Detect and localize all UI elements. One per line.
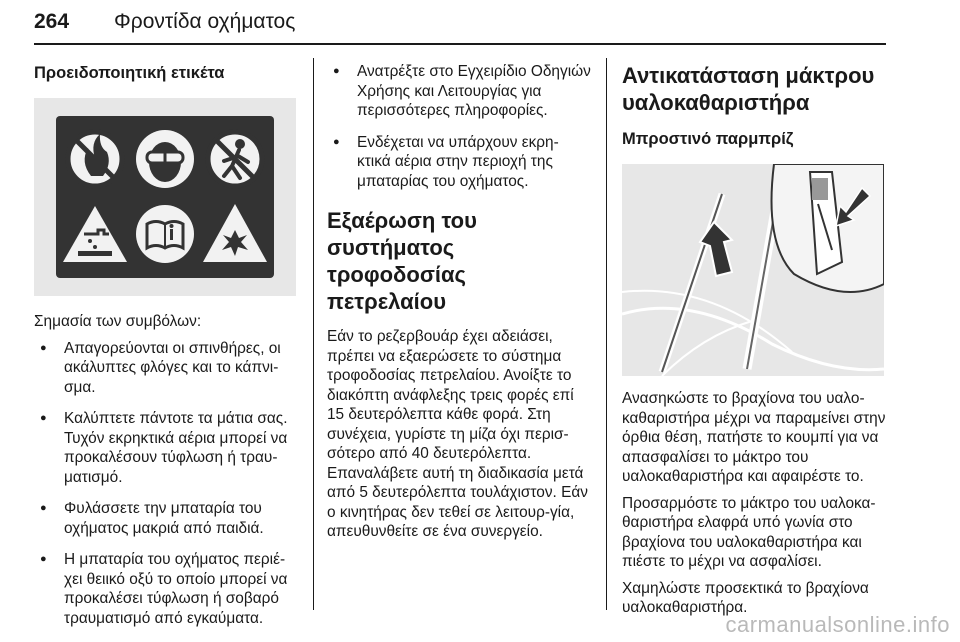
wiper-blade-figure <box>622 164 884 376</box>
fuel-bleeding-heading: Εξαέρωση του συστήματος τροφοδοσίας πετρελαίου <box>327 208 477 314</box>
column-divider-2 <box>606 58 607 610</box>
list-item: ● Η μπαταρία του οχήματος περιέ-χει θειικό οξύ το οποίο μπορεί να προκαλέσει τύφλωση ή σοβαρό τραυματισμό από εγκαύματα. <box>34 550 296 628</box>
list-item: ● Ανατρέξτε στο Εγχειρίδιο Οδηγιών Χρήσης και Λειτουργίας για περισσότερες πληροφορίες. <box>327 62 591 121</box>
windscreen-subheading: Μπροστινό παρμπρίζ <box>622 130 794 148</box>
watermark: carmanualsonline.info <box>725 612 950 637</box>
keep-children-away-icon <box>206 130 264 188</box>
detail-inset <box>772 164 885 292</box>
list-item: ● Απαγορεύονται οι σπινθήρες, οι ακάλυπτες φλόγες και το κάπνι-σμα. <box>34 339 296 398</box>
page-header <box>34 6 886 46</box>
symbols-list <box>34 339 296 629</box>
column-divider-1 <box>313 58 314 610</box>
column-3 <box>622 62 886 625</box>
column-1 <box>34 62 296 640</box>
page-number: 264 <box>34 10 70 33</box>
wiper-blade-heading: Αντικατάσταση μάκτρου υαλοκαθαριστήρα <box>622 63 875 115</box>
symbols-list-continued <box>327 62 591 191</box>
warning-label-figure <box>34 98 296 296</box>
list-item: ● Φυλάσσετε την μπαταρία του οχήματος μακριά από παιδιά. <box>34 499 296 538</box>
header-rule <box>34 43 886 45</box>
page-title: Φροντίδα οχήματος <box>114 10 296 33</box>
fuel-bleeding-body: Εάν το ρεζερβουάρ έχει αδειάσει, πρέπει να εξαερώσετε το σύστημα τροφοδοσίας πετρελαίου. Ανοίξτε το διακόπτη ανάφλεξης τρεις φορές επί 15 δευτερόλεπτα κάθε φορά. Στη συνέχεια, γυρίστε τη μίζα όχι περισ-σότερο από 40 δευτερόλεπτα. Επαναλάβετε αυτή τη διαδικασία μετά από 5 δευτερόλεπτα τουλάχιστον. Εάν ο κινητήρας δεν τεθεί σε λειτουρ-γία, απευθυνθείτε σε ένα συνεργείο. <box>327 328 588 540</box>
eye-protection-icon <box>136 130 194 188</box>
list-item: ● Καλύπτετε πάντοτε τα μάτια σας. Τυχόν εκρηκτικά αέρια μπορεί να προκαλέσουν τύφλωση ή τραυ-ματισμό. <box>34 409 296 487</box>
list-item: ● Ενδέχεται να υπάρχουν εκρη-κτικά αέρια στην περιοχή της μπαταρίας του οχήματος. <box>327 133 591 192</box>
instruction-paragraph: Χαμηλώστε προσεκτικά το βραχίονα υαλοκαθαριστήρα. <box>622 579 869 616</box>
no-flames-icon <box>66 130 124 188</box>
symbols-meaning-label: Σημασία των συμβόλων: <box>34 313 202 330</box>
read-manual-icon <box>136 205 194 263</box>
instruction-paragraph: Προσαρμόστε το μάκτρο του υαλοκα-θαριστήρα ελαφρά υπό γωνία στο βραχίονα του υαλοκαθαριστήρα και πιέστε το μέχρι να ασφαλίσει. <box>622 494 876 570</box>
instruction-paragraph: Ανασηκώστε το βραχίονα του υαλο-καθαριστήρα μέχρι να παραμείνει στην όρθια θέση, πατήστε το κουμπί για να απασφαλίσει το μάκτρο του υαλοκαθαριστήρα και αφαιρέστε το. <box>622 390 886 485</box>
column-2 <box>327 62 591 549</box>
warning-label-heading: Προειδοποιητική ετικέτα <box>34 64 225 82</box>
